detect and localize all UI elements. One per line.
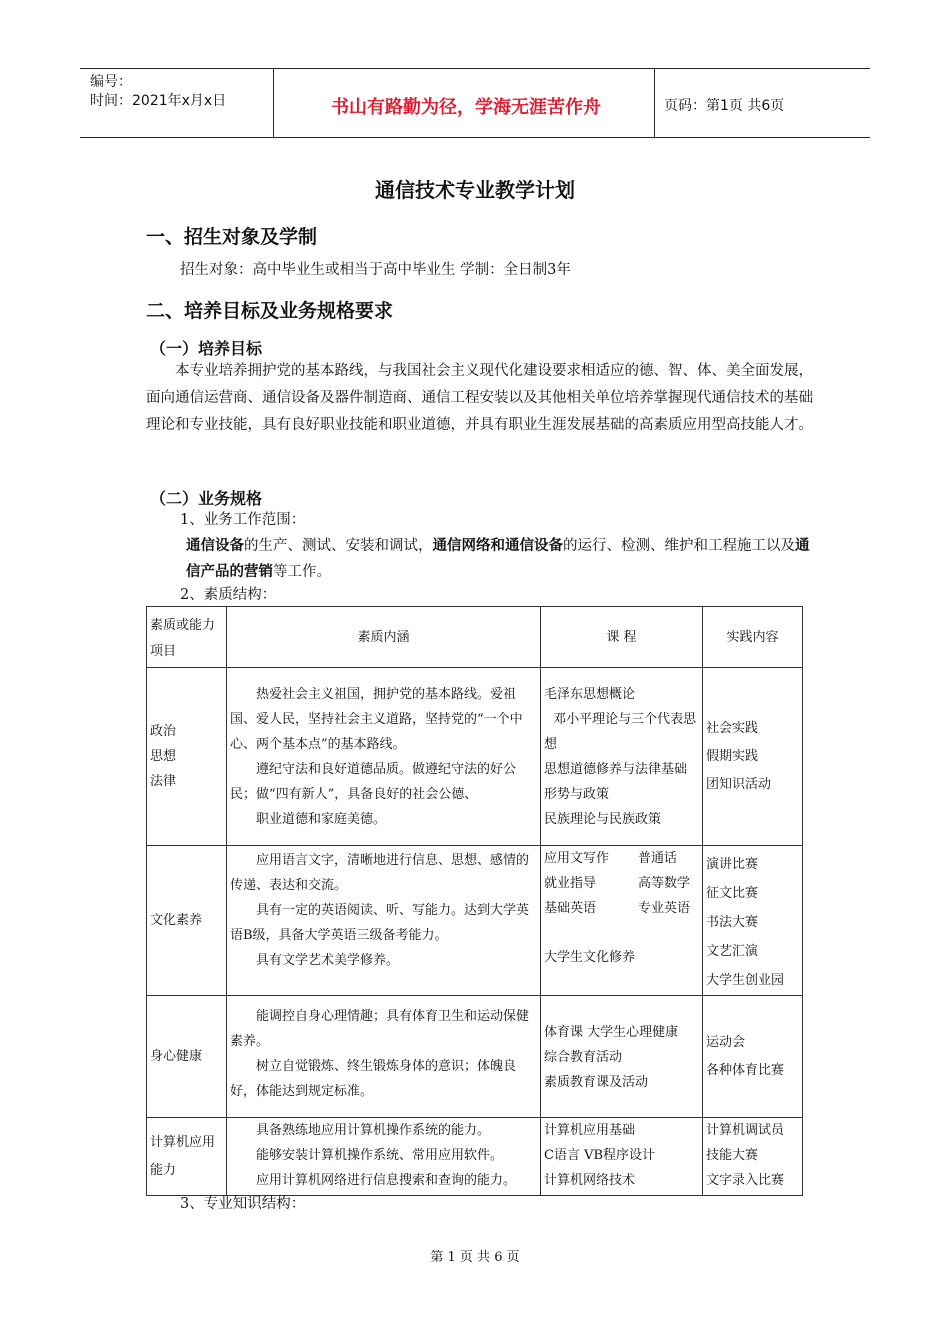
row-courses <box>541 996 703 1118</box>
content-line: 能够安装计算机操作系统、常用应用软件。 <box>256 1148 504 1163</box>
course: 思想道德修养与法律基础 <box>544 762 688 777</box>
row-item <box>147 846 227 996</box>
course: 计算机应用基础 <box>544 1123 636 1138</box>
course: 邓小平理论与三个代表思想 <box>544 712 697 752</box>
practice: 大学生创业园 <box>706 973 785 988</box>
knowledge-item-title: 3、专业知识结构： <box>180 1196 306 1212</box>
document-title: 通信技术专业教学计划 <box>375 178 575 202</box>
row-practice <box>703 996 803 1118</box>
course: 综合教育活动 <box>544 1050 623 1065</box>
course: 计算机网络技术 <box>544 1173 636 1188</box>
practice: 各种体育比赛 <box>706 1062 785 1078</box>
table-row <box>147 996 803 1118</box>
row-item <box>147 668 227 846</box>
header-divider <box>654 69 655 137</box>
scope-item-title: 1、业务工作范围： <box>180 512 306 528</box>
table-header-row <box>147 607 803 668</box>
practice: 文艺汇演 <box>706 944 759 959</box>
row-content <box>227 846 541 996</box>
quality-item-title: 2、素质结构： <box>180 587 277 603</box>
content-line: 遵纪守法和良好道德品质。做遵纪守法的好公民；做“四有新人”，具备良好的社会公德、 <box>230 762 517 802</box>
practice: 书法大赛 <box>706 915 759 930</box>
scope-fragment: 的生产、测试、安装和调试， <box>244 538 433 554</box>
header-content: 素质内涵 <box>227 607 541 668</box>
practice: 社会实践 <box>706 720 759 736</box>
section2-heading: 二、培养目标及业务规格要求 <box>146 300 394 322</box>
table-row <box>147 846 803 996</box>
content-line: 具备熟练地应用计算机操作系统的能力。 <box>256 1123 491 1138</box>
page-header <box>80 68 870 138</box>
row-courses <box>541 1118 703 1196</box>
item-line: 政治 <box>150 724 177 739</box>
subsection-goal-heading: （一）培养目标 <box>150 339 263 358</box>
row-content <box>227 668 541 846</box>
course: 应用文写作 <box>544 851 610 866</box>
section1-heading: 一、招生对象及学制 <box>146 226 318 248</box>
course: 毛泽东思想概论 <box>544 687 636 702</box>
content-line: 应用语言文字，清晰地进行信息、思想、感情的传递、表达和交流。 <box>230 853 530 893</box>
course: 普通话 <box>638 851 678 866</box>
course: 高等数学 <box>638 876 691 891</box>
scope-fragment: 的运行、检测、维护和工程施工以及 <box>563 538 795 554</box>
doc-number: 编号： <box>90 74 132 90</box>
quality-structure-table <box>146 606 803 1196</box>
content-line: 能调控自身心理情趣；具有体育卫生和运动保健素养。 <box>230 1009 530 1049</box>
row-practice <box>703 1118 803 1196</box>
content-line: 具有一定的英语阅读、听、写能力。达到大学英语B级，具备大学英语三级备考能力。 <box>230 903 530 943</box>
item-line: 计算机应用能力 <box>150 1134 216 1178</box>
scope-text <box>186 533 816 585</box>
header-meta <box>90 73 226 111</box>
course: C语言 VB程序设计 <box>544 1148 656 1163</box>
content-line: 热爱社会主义祖国，拥护党的基本路线。爱祖国、爱人民，坚持社会主义道路，坚持党的“一个中心、两个基本点”的基本路线。 <box>230 687 523 752</box>
course: 专业英语 <box>638 901 691 916</box>
practice: 运动会 <box>706 1034 746 1050</box>
practice: 文字录入比赛 <box>706 1173 785 1188</box>
practice: 征文比赛 <box>706 886 759 901</box>
practice: 假期实践 <box>706 748 759 764</box>
scope-keyword: 通信产品的营销 <box>186 538 810 580</box>
course: 形势与政策 <box>544 787 610 802</box>
row-practice <box>703 668 803 846</box>
header-motto: 书山有路勤为径，学海无涯苦作舟 <box>331 97 601 118</box>
page-footer: 第 1 页 共 6 页 <box>430 1250 520 1265</box>
item-line: 法律 <box>150 774 177 789</box>
subsection-spec-heading: （二）业务规格 <box>150 489 263 508</box>
section1-body: 招生对象：高中毕业生或相当于高中毕业生 学制：全日制3年 <box>180 262 571 278</box>
course: 体育课 大学生心理健康 <box>544 1025 679 1040</box>
scope-keyword: 通信网络和通信设备 <box>432 538 563 554</box>
table-row <box>147 1118 803 1196</box>
course: 素质教育课及活动 <box>544 1075 649 1090</box>
course: 大学生文化修养 <box>544 950 636 965</box>
item-line: 文化素养 <box>150 913 203 928</box>
row-courses <box>541 668 703 846</box>
scope-fragment: 等工作。 <box>273 564 331 580</box>
practice: 团知识活动 <box>706 776 772 792</box>
content-line: 应用计算机网络进行信息搜索和查询的能力。 <box>256 1173 517 1188</box>
doc-date: 时间：2021年x月x日 <box>90 93 227 109</box>
header-page-info: 页码：第1页 共6页 <box>664 98 785 114</box>
content-line: 职业道德和家庭美德。 <box>256 812 387 827</box>
course: 民族理论与民族政策 <box>544 812 662 827</box>
row-courses <box>541 846 703 996</box>
scope-keyword: 通信设备 <box>186 538 244 554</box>
row-item <box>147 1118 227 1196</box>
header-item: 素质或能力项目 <box>147 607 227 668</box>
row-practice <box>703 846 803 996</box>
course-grid <box>544 846 699 921</box>
goal-paragraph: 本专业培养拥护党的基本路线，与我国社会主义现代化建设要求相适应的德、智、体、美全面发展，面向通信运营商、通信设备及器件制造商、通信工程安装以及其他相关单位培养掌握现代通信技术的基础理论和专业技能，具有良好职业技能和职业道德，并具有职业生涯发展基础的高素质应用型高技能人才。 <box>146 363 813 433</box>
header-courses: 课 程 <box>541 607 703 668</box>
course: 就业指导 <box>544 876 597 891</box>
row-item <box>147 996 227 1118</box>
item-line: 身心健康 <box>150 1049 203 1064</box>
row-content <box>227 1118 541 1196</box>
course: 基础英语 <box>544 901 597 916</box>
content-line: 具有文学艺术美学修养。 <box>256 953 400 968</box>
practice: 演讲比赛 <box>706 857 759 872</box>
practice: 技能大赛 <box>706 1148 759 1163</box>
row-content <box>227 996 541 1118</box>
item-line: 思想 <box>150 749 177 764</box>
header-practice: 实践内容 <box>703 607 803 668</box>
table-row <box>147 668 803 846</box>
header-divider <box>273 69 274 137</box>
practice: 计算机调试员 <box>706 1123 785 1138</box>
content-line: 树立自觉锻炼、终生锻炼身体的意识；体魄良好，体能达到规定标准。 <box>230 1059 517 1099</box>
